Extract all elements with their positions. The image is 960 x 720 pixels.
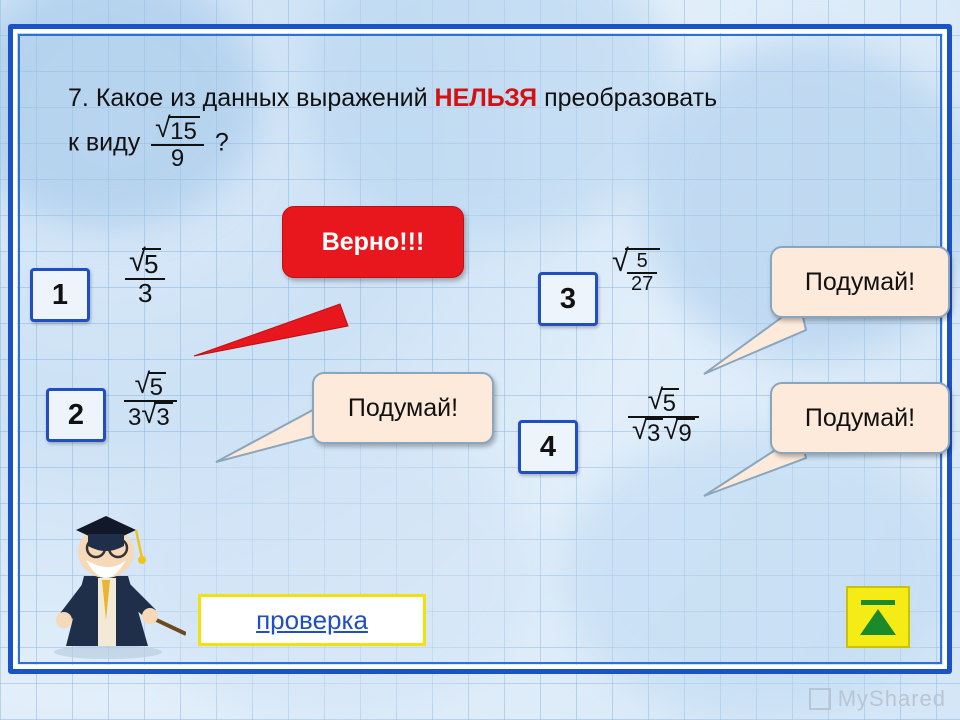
question-tail: ? xyxy=(214,128,229,157)
option-number-3-label: 3 xyxy=(559,282,577,315)
option-expression-2 xyxy=(124,372,177,430)
option-number-2-label: 2 xyxy=(67,398,85,431)
denominator xyxy=(628,416,699,446)
radicand xyxy=(625,248,660,295)
target-numerator xyxy=(151,116,204,144)
option-number-1-label: 1 xyxy=(51,278,69,311)
option-expression-1 xyxy=(125,248,165,308)
feedback-label: Верно!!! xyxy=(321,227,425,256)
radical-sign-icon xyxy=(612,248,660,295)
option-expression-4 xyxy=(628,388,699,446)
question-text xyxy=(68,82,948,171)
feedback-label: Подумай! xyxy=(804,403,916,432)
feedback-bubble-think-2 xyxy=(312,372,494,444)
fraction xyxy=(627,251,657,295)
feedback-bubble-think-3 xyxy=(770,246,950,318)
fraction xyxy=(628,388,699,446)
numerator xyxy=(125,248,165,278)
radical-sign-icon xyxy=(135,372,166,400)
radical-sign-icon xyxy=(129,248,161,278)
radicand: 3 xyxy=(645,418,663,446)
numerator xyxy=(628,388,699,416)
target-radicand: 15 xyxy=(168,116,200,144)
next-triangle-icon xyxy=(860,609,896,635)
check-button-label: проверка xyxy=(256,604,368,635)
fraction xyxy=(124,372,177,430)
option-number-1[interactable] xyxy=(30,268,90,322)
radicand: 5 xyxy=(661,388,679,416)
denominator: 3 xyxy=(125,278,165,307)
denominator xyxy=(124,400,177,430)
option-expression-3 xyxy=(612,248,660,295)
next-bar-icon xyxy=(861,600,895,605)
denominator-coefficient: 3 xyxy=(128,404,142,432)
option-number-4-label: 4 xyxy=(539,430,557,463)
option-number-3[interactable] xyxy=(538,272,598,326)
radical-sign-icon xyxy=(141,402,172,430)
denominator: 27 xyxy=(627,272,657,295)
radicand: 5 xyxy=(148,372,166,400)
target-denominator: 9 xyxy=(151,144,204,171)
watermark-text: MyShared xyxy=(837,686,946,711)
numerator xyxy=(124,372,177,400)
question-line2: к виду xyxy=(68,128,141,157)
radical-sign-icon xyxy=(648,388,679,416)
professor-illustration xyxy=(36,500,186,660)
watermark xyxy=(809,686,946,712)
option-number-2[interactable] xyxy=(46,388,106,442)
feedback-label: Подумай! xyxy=(804,267,916,296)
target-expression xyxy=(151,116,204,171)
question-highlight: НЕЛЬЗЯ xyxy=(434,84,538,112)
mysharedindicator-icon xyxy=(809,688,831,710)
radicand: 5 xyxy=(142,248,161,278)
callout-tail-1 xyxy=(190,300,350,360)
radicand: 9 xyxy=(676,418,694,446)
radical-sign-icon xyxy=(632,418,663,446)
radical-sign-icon xyxy=(663,418,694,446)
fraction xyxy=(125,248,165,308)
question-number: 7. xyxy=(68,84,89,112)
radical-sign-icon xyxy=(155,116,200,144)
numerator: √ 5 xyxy=(636,250,648,272)
feedback-bubble-correct xyxy=(282,206,464,278)
option-number-4[interactable] xyxy=(518,420,578,474)
check-button[interactable] xyxy=(198,594,426,646)
next-button[interactable] xyxy=(846,586,910,648)
radicand: 3 xyxy=(154,402,172,430)
question-part1: Какое из данных выражений xyxy=(95,84,428,112)
feedback-bubble-think-4 xyxy=(770,382,950,454)
feedback-label: Подумай! xyxy=(347,393,459,422)
question-part2: преобразовать xyxy=(544,84,718,112)
